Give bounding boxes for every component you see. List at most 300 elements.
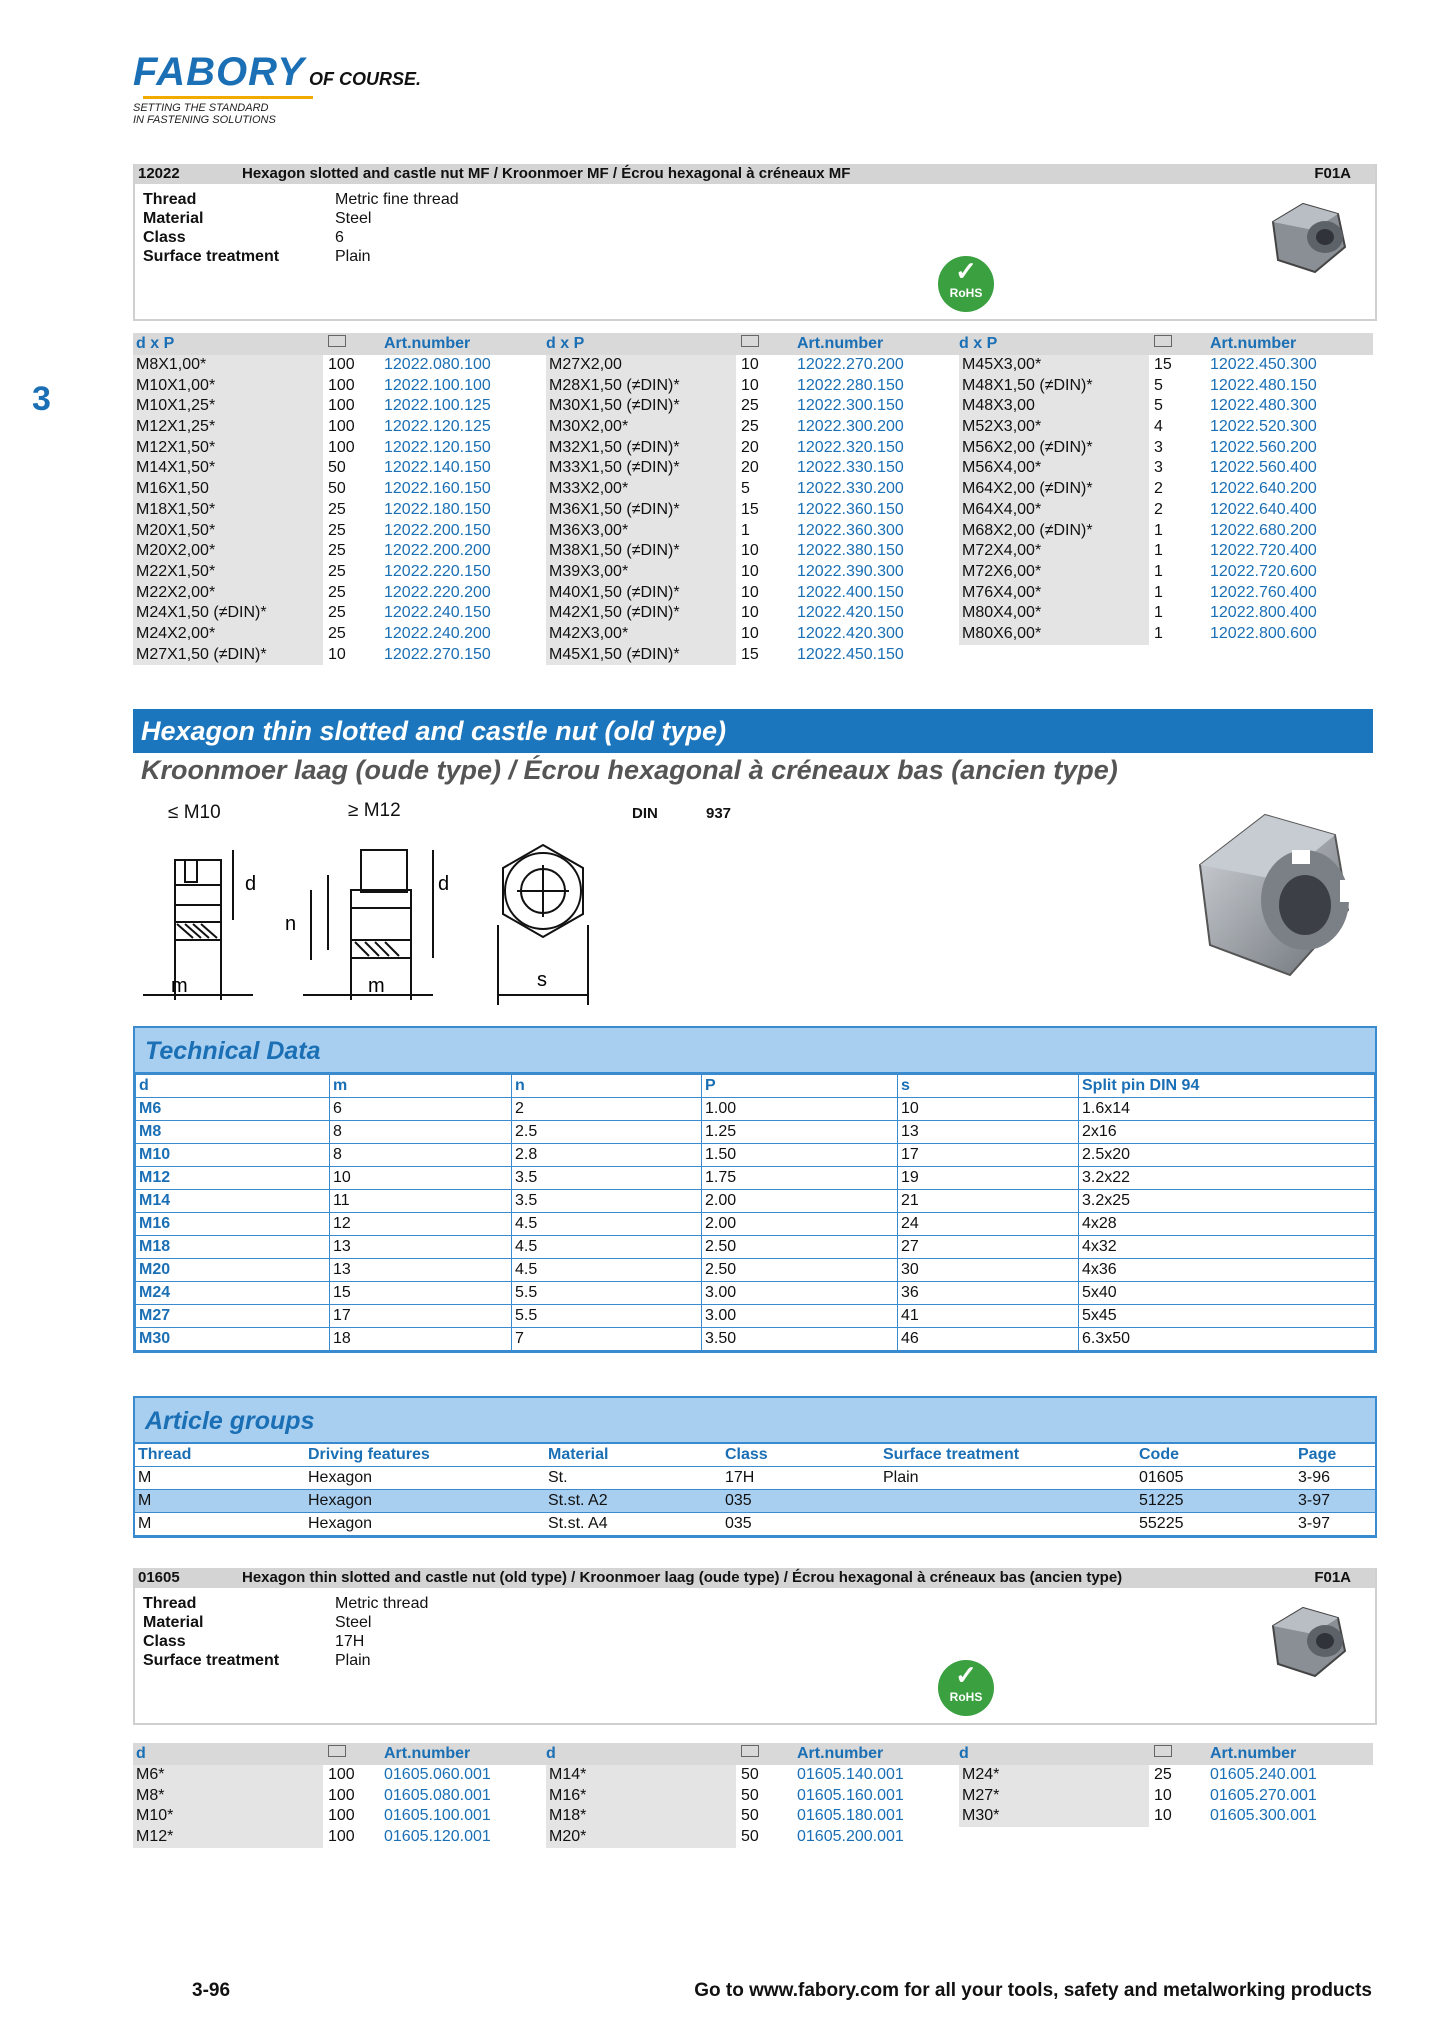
table-cell: M18	[136, 1236, 330, 1259]
package-qty: 25	[328, 583, 346, 601]
size: M12X1,50*	[133, 438, 323, 459]
article-number[interactable]: 12022.240.200	[384, 624, 491, 642]
table-cell: Hexagon	[305, 1490, 545, 1513]
table-cell: 51225	[1136, 1490, 1295, 1513]
article-row	[133, 583, 1373, 604]
table-cell: Hexagon	[305, 1467, 545, 1490]
article-number[interactable]: 12022.200.150	[384, 521, 491, 539]
column-header: Driving features	[305, 1444, 545, 1467]
col-header-dxp: d x P	[136, 335, 175, 352]
column-header: s	[898, 1075, 1079, 1098]
article-groups-table	[135, 1444, 1375, 1536]
package-qty: 10	[328, 645, 346, 663]
article-number[interactable]: 12022.450.300	[1210, 356, 1317, 373]
package-qty: 10	[741, 583, 759, 601]
article-number[interactable]: 01605.100.001	[384, 1807, 491, 1825]
dim-d-small: d	[245, 873, 257, 895]
product-header	[135, 1568, 1375, 1588]
col-header-artnumber: Art.number	[1210, 335, 1297, 352]
castle-nut-thumbnail	[1253, 1596, 1363, 1696]
table-cell: M12	[136, 1167, 330, 1190]
package-qty: 10	[741, 542, 759, 560]
article-number[interactable]: 12022.300.150	[797, 397, 904, 415]
article-list-rows	[133, 1765, 1373, 1848]
package-qty: 10	[741, 356, 759, 373]
prop-value: Plain	[335, 248, 371, 265]
section-title: Hexagon thin slotted and castle nut (old type)	[133, 709, 1373, 753]
product-title: Hexagon thin slotted and castle nut (old type) / Kroonmoer laag (oude type) / Écrou hexagonal à créneaux bas (ancien type)	[242, 1569, 1123, 1586]
din-number: 937	[706, 805, 732, 822]
castle-nut-photo	[1170, 795, 1365, 1010]
article-number[interactable]: 12022.320.150	[797, 438, 904, 456]
size: M18X1,50*	[133, 500, 323, 521]
article-number[interactable]: 12022.360.300	[797, 521, 904, 539]
size: M68X2,00 (≠DIN)*	[959, 521, 1149, 542]
table-cell: 2.00	[702, 1213, 898, 1236]
brand-name: FABORY	[133, 50, 305, 94]
table-cell: St.st. A4	[545, 1513, 722, 1536]
table-cell: 3.00	[702, 1305, 898, 1328]
col-header-artnumber: Art.number	[797, 335, 884, 352]
package-qty: 1	[1154, 542, 1163, 560]
tagline-2: IN FASTENING SOLUTIONS	[133, 114, 276, 126]
article-number[interactable]: 12022.180.150	[384, 500, 491, 518]
article-number[interactable]: 01605.060.001	[384, 1766, 491, 1783]
size: M22X2,00*	[133, 583, 323, 604]
product-properties	[135, 184, 1375, 272]
col-header-d: d	[546, 1745, 556, 1762]
package-qty: 2	[1154, 500, 1163, 518]
table-cell: 4.5	[512, 1236, 702, 1259]
table-cell: M30	[136, 1328, 330, 1351]
size: M16*	[546, 1786, 736, 1807]
size: M10*	[133, 1806, 323, 1827]
size: M52X3,00*	[959, 417, 1149, 438]
size: M30X2,00*	[546, 417, 736, 438]
table-cell: 19	[898, 1167, 1079, 1190]
column-header: n	[512, 1075, 702, 1098]
article-row	[133, 624, 1373, 645]
table-cell: 6	[330, 1098, 512, 1121]
table-row	[136, 1098, 1375, 1121]
table-row	[136, 1328, 1375, 1351]
column-header: m	[330, 1075, 512, 1098]
brand-slogan: OF COURSE.	[308, 69, 421, 89]
article-number[interactable]: 12022.680.200	[1210, 521, 1317, 539]
article-row	[133, 1786, 1373, 1807]
article-row	[133, 376, 1373, 397]
logo-underline	[143, 96, 313, 99]
table-cell: M14	[136, 1190, 330, 1213]
package-qty: 25	[328, 521, 346, 539]
prop-key: Class	[143, 229, 186, 246]
article-number[interactable]: 12022.080.100	[384, 356, 491, 373]
prop-key: Class	[143, 1633, 186, 1650]
prop-value: 17H	[335, 1633, 365, 1650]
size: M32X1,50 (≠DIN)*	[546, 438, 736, 459]
package-qty: 2	[1154, 480, 1163, 498]
table-cell: 2x16	[1079, 1121, 1375, 1144]
size: M56X4,00*	[959, 458, 1149, 479]
article-list-header	[133, 333, 1373, 355]
size: M20X1,50*	[133, 521, 323, 542]
size: M56X2,00 (≠DIN)*	[959, 438, 1149, 459]
size: M33X1,50 (≠DIN)*	[546, 458, 736, 479]
col-header-artnumber: Art.number	[797, 1745, 884, 1762]
package-qty: 10	[741, 376, 759, 394]
size: M8*	[133, 1786, 323, 1807]
package-qty: 25	[328, 500, 346, 518]
article-number[interactable]: 12022.400.150	[797, 583, 904, 601]
article-number[interactable]: 01605.270.001	[1210, 1786, 1317, 1804]
table-header-row	[135, 1444, 1375, 1467]
size-label-small: ≤ M10	[168, 802, 221, 823]
table-cell: M27	[136, 1305, 330, 1328]
table-row	[136, 1167, 1375, 1190]
table-cell: 4x28	[1079, 1213, 1375, 1236]
table-cell: M20	[136, 1259, 330, 1282]
article-row	[133, 1806, 1373, 1827]
prop-value: Steel	[335, 1614, 372, 1631]
table-cell: 55225	[1136, 1513, 1295, 1536]
package-qty: 100	[328, 1828, 355, 1846]
article-number[interactable]: 12022.640.400	[1210, 500, 1317, 518]
article-number[interactable]: 12022.120.150	[384, 438, 491, 456]
col-header-artnumber: Art.number	[384, 1745, 471, 1762]
product-properties	[135, 1588, 1375, 1676]
column-header: Thread	[135, 1444, 305, 1467]
table-cell: 8	[330, 1144, 512, 1167]
rohs-badge: ✓ RoHS	[938, 256, 994, 312]
table-cell: 2.00	[702, 1190, 898, 1213]
article-number[interactable]: 01605.080.001	[384, 1786, 491, 1804]
package-qty: 10	[1154, 1786, 1172, 1804]
package-qty: 50	[741, 1766, 759, 1783]
size: M48X3,00	[959, 396, 1149, 417]
package-qty: 100	[328, 356, 355, 373]
package-qty: 50	[741, 1828, 759, 1846]
package-qty: 25	[328, 562, 346, 580]
size: M10X1,00*	[133, 376, 323, 397]
table-cell: 21	[898, 1190, 1079, 1213]
article-number[interactable]: 01605.120.001	[384, 1828, 491, 1846]
table-cell: 13	[330, 1236, 512, 1259]
table-cell: 3.2x22	[1079, 1167, 1375, 1190]
product-info-box-12022	[133, 164, 1377, 321]
table-cell: 1.00	[702, 1098, 898, 1121]
size: M27*	[959, 1786, 1149, 1807]
article-number[interactable]: 12022.220.150	[384, 562, 491, 580]
table-cell: 2.8	[512, 1144, 702, 1167]
article-number[interactable]: 12022.800.400	[1210, 604, 1317, 622]
package-qty: 25	[328, 542, 346, 560]
table-cell: M	[135, 1513, 305, 1536]
product-title: Hexagon slotted and castle nut MF / Kroonmoer MF / Écrou hexagonal à créneaux MF	[242, 165, 851, 182]
col-header-dxp: d x P	[959, 335, 998, 352]
article-number[interactable]: 12022.380.150	[797, 542, 904, 560]
size: M27X1,50 (≠DIN)*	[133, 645, 323, 666]
table-cell: 035	[722, 1490, 880, 1513]
package-qty: 25	[741, 397, 759, 415]
size: M36X3,00*	[546, 521, 736, 542]
package-qty: 25	[328, 604, 346, 622]
table-cell: 17	[898, 1144, 1079, 1167]
article-number[interactable]: 12022.520.300	[1210, 418, 1317, 436]
column-header: Page	[1295, 1444, 1375, 1467]
package-qty: 10	[741, 624, 759, 642]
package-qty: 10	[741, 604, 759, 622]
package-qty: 20	[741, 459, 759, 477]
table-cell: M10	[136, 1144, 330, 1167]
size: M24X2,00*	[133, 624, 323, 645]
package-qty: 50	[328, 459, 346, 477]
article-number[interactable]: 12022.560.200	[1210, 438, 1317, 456]
package-qty: 5	[1154, 376, 1163, 394]
table-cell: 10	[330, 1167, 512, 1190]
article-number[interactable]: 12022.220.200	[384, 583, 491, 601]
article-number[interactable]: 12022.280.150	[797, 376, 904, 394]
table-row[interactable]	[135, 1490, 1375, 1513]
size: M72X4,00*	[959, 541, 1149, 562]
technical-data-table	[135, 1074, 1375, 1351]
size: M22X1,50*	[133, 562, 323, 583]
section-subtitle: Kroonmoer laag (oude type) / Écrou hexagonal à créneaux bas (ancien type)	[141, 755, 1118, 785]
prop-key: Thread	[143, 1595, 197, 1612]
article-row	[133, 645, 1373, 666]
package-qty: 50	[741, 1807, 759, 1825]
article-number[interactable]: 01605.200.001	[797, 1828, 904, 1846]
din-label: DIN	[632, 805, 658, 822]
table-cell: 5x40	[1079, 1282, 1375, 1305]
package-qty: 4	[1154, 418, 1163, 436]
article-number[interactable]: 12022.390.300	[797, 562, 904, 580]
package-qty: 1	[1154, 604, 1163, 622]
article-number[interactable]: 12022.140.150	[384, 459, 491, 477]
article-row	[133, 396, 1373, 417]
table-cell: 15	[330, 1282, 512, 1305]
article-number[interactable]: 12022.100.125	[384, 397, 491, 415]
article-number[interactable]: 12022.160.150	[384, 480, 491, 498]
article-number[interactable]: 12022.120.125	[384, 418, 491, 436]
size: M72X6,00*	[959, 562, 1149, 583]
product-code: 01605	[138, 1569, 180, 1586]
table-header-row	[136, 1075, 1375, 1098]
dim-m-large: m	[368, 975, 385, 997]
size: M10X1,25*	[133, 396, 323, 417]
article-number[interactable]: 12022.330.200	[797, 480, 904, 498]
article-number[interactable]: 12022.560.400	[1210, 459, 1317, 477]
package-qty: 20	[741, 438, 759, 456]
size: M76X4,00*	[959, 583, 1149, 604]
dim-s: s	[537, 969, 547, 991]
article-list-header	[133, 1743, 1373, 1765]
article-number[interactable]: 12022.420.150	[797, 604, 904, 622]
table-cell: 4x32	[1079, 1236, 1375, 1259]
table-cell: 3-97	[1295, 1490, 1375, 1513]
table-cell: St.	[545, 1467, 722, 1490]
dim-m-small: m	[171, 975, 188, 997]
table-cell	[880, 1513, 1136, 1536]
size: M64X4,00*	[959, 500, 1149, 521]
article-number[interactable]: 12022.330.150	[797, 459, 904, 477]
article-number[interactable]: 01605.140.001	[797, 1766, 904, 1783]
rohs-label: RoHS	[949, 286, 983, 300]
table-cell: M	[135, 1467, 305, 1490]
prop-value: Steel	[335, 210, 372, 227]
size: M45X1,50 (≠DIN)*	[546, 645, 736, 666]
article-number[interactable]: 12022.200.200	[384, 542, 491, 560]
package-qty: 3	[1154, 459, 1163, 477]
table-cell: 3.5	[512, 1190, 702, 1213]
size: M36X1,50 (≠DIN)*	[546, 500, 736, 521]
dim-n: n	[285, 913, 297, 935]
dim-d-large: d	[438, 873, 450, 895]
table-cell: 3.00	[702, 1282, 898, 1305]
size: M12*	[133, 1827, 323, 1848]
article-list-01605	[133, 1743, 1373, 1848]
technical-drawing	[133, 830, 623, 1015]
table-cell: M24	[136, 1282, 330, 1305]
column-header: Material	[545, 1444, 722, 1467]
size: M28X1,50 (≠DIN)*	[546, 376, 736, 397]
table-cell: 10	[898, 1098, 1079, 1121]
size: M20X2,00*	[133, 541, 323, 562]
size: M33X2,00*	[546, 479, 736, 500]
package-qty: 25	[1154, 1766, 1172, 1783]
article-number[interactable]: 12022.240.150	[384, 604, 491, 622]
size: M16X1,50	[133, 479, 323, 500]
size: M14*	[546, 1765, 736, 1786]
table-row[interactable]	[135, 1467, 1375, 1490]
package-qty: 50	[741, 1786, 759, 1804]
table-cell: 11	[330, 1190, 512, 1213]
table-cell: 3-97	[1295, 1513, 1375, 1536]
prop-key: Surface treatment	[143, 248, 280, 265]
table-row	[136, 1236, 1375, 1259]
table-row	[136, 1305, 1375, 1328]
prop-value: Metric thread	[335, 1595, 429, 1612]
table-cell: Hexagon	[305, 1513, 545, 1536]
table-cell: 4.5	[512, 1259, 702, 1282]
size: M14X1,50*	[133, 458, 323, 479]
package-qty: 5	[741, 480, 750, 498]
product-standard: F01A	[1314, 165, 1351, 182]
article-number[interactable]: 12022.100.100	[384, 376, 491, 394]
size: M8X1,00*	[133, 355, 323, 376]
table-cell: 46	[898, 1328, 1079, 1351]
size: M48X1,50 (≠DIN)*	[959, 376, 1149, 397]
size: M80X6,00*	[959, 624, 1149, 645]
tagline-1: SETTING THE STANDARD	[133, 102, 269, 114]
table-cell: M16	[136, 1213, 330, 1236]
table-cell: 2.5	[512, 1121, 702, 1144]
article-number[interactable]: 12022.300.200	[797, 418, 904, 436]
article-number[interactable]: 01605.160.001	[797, 1786, 904, 1804]
article-number[interactable]: 12022.720.600	[1210, 562, 1317, 580]
size: M20*	[546, 1827, 736, 1848]
table-cell: 3.2x25	[1079, 1190, 1375, 1213]
size: M80X4,00*	[959, 603, 1149, 624]
size: M64X2,00 (≠DIN)*	[959, 479, 1149, 500]
package-qty: 50	[328, 480, 346, 498]
article-number[interactable]: 12022.360.150	[797, 500, 904, 518]
table-cell: 2	[512, 1098, 702, 1121]
article-number[interactable]: 01605.180.001	[797, 1807, 904, 1825]
article-number[interactable]: 12022.760.400	[1210, 583, 1317, 601]
table-cell: M6	[136, 1098, 330, 1121]
article-number[interactable]: 12022.420.300	[797, 624, 904, 642]
col-header-d: d	[959, 1745, 969, 1762]
size: M30X1,50 (≠DIN)*	[546, 396, 736, 417]
table-cell: 17	[330, 1305, 512, 1328]
article-row	[133, 1827, 1373, 1848]
table-cell: 7	[512, 1328, 702, 1351]
col-header-artnumber: Art.number	[384, 335, 471, 352]
table-cell: 2.50	[702, 1236, 898, 1259]
table-cell: 30	[898, 1259, 1079, 1282]
size: M45X3,00*	[959, 355, 1149, 376]
table-cell: 12	[330, 1213, 512, 1236]
article-number[interactable]: 01605.240.001	[1210, 1766, 1317, 1783]
table-cell: 13	[330, 1259, 512, 1282]
package-qty: 100	[328, 1766, 355, 1783]
table-cell: 4x36	[1079, 1259, 1375, 1282]
fabory-logo	[133, 50, 421, 126]
prop-key: Material	[143, 210, 204, 227]
table-cell: 4.5	[512, 1213, 702, 1236]
package-qty: 15	[1154, 356, 1172, 373]
table-row	[136, 1282, 1375, 1305]
package-qty: 1	[1154, 521, 1163, 539]
article-groups-title: Article groups	[135, 1398, 1375, 1444]
article-number[interactable]: 01605.300.001	[1210, 1807, 1317, 1825]
table-cell: 3-96	[1295, 1467, 1375, 1490]
article-number[interactable]: 12022.640.200	[1210, 480, 1317, 498]
package-qty: 100	[328, 438, 355, 456]
article-number[interactable]: 12022.270.150	[384, 645, 491, 663]
table-row[interactable]	[135, 1513, 1375, 1536]
package-qty: 100	[328, 376, 355, 394]
table-cell: St.st. A2	[545, 1490, 722, 1513]
article-number[interactable]: 12022.800.600	[1210, 624, 1317, 642]
column-header: Surface treatment	[880, 1444, 1136, 1467]
technical-data-panel	[133, 1026, 1377, 1353]
table-cell: 2.5x20	[1079, 1144, 1375, 1167]
article-number[interactable]: 12022.450.150	[797, 645, 904, 663]
col-header-artnumber: Art.number	[1210, 1745, 1297, 1762]
table-cell: 2.50	[702, 1259, 898, 1282]
package-qty: 1	[741, 521, 750, 539]
table-row	[136, 1121, 1375, 1144]
table-cell: 18	[330, 1328, 512, 1351]
table-cell: 035	[722, 1513, 880, 1536]
article-number[interactable]: 12022.480.150	[1210, 376, 1317, 394]
article-list-12022	[133, 333, 1373, 665]
prop-value: Plain	[335, 1652, 371, 1669]
size: M42X3,00*	[546, 624, 736, 645]
article-number[interactable]: 12022.720.400	[1210, 542, 1317, 560]
prop-key: Surface treatment	[143, 1652, 280, 1669]
article-number[interactable]: 12022.270.200	[797, 356, 904, 373]
product-header	[135, 164, 1375, 184]
table-cell: 17H	[722, 1467, 880, 1490]
article-number[interactable]: 12022.480.300	[1210, 397, 1317, 415]
castle-nut-thumbnail	[1253, 192, 1363, 292]
table-cell: 13	[898, 1121, 1079, 1144]
table-cell: 3.50	[702, 1328, 898, 1351]
package-qty: 1	[1154, 624, 1163, 642]
size: M39X3,00*	[546, 562, 736, 583]
